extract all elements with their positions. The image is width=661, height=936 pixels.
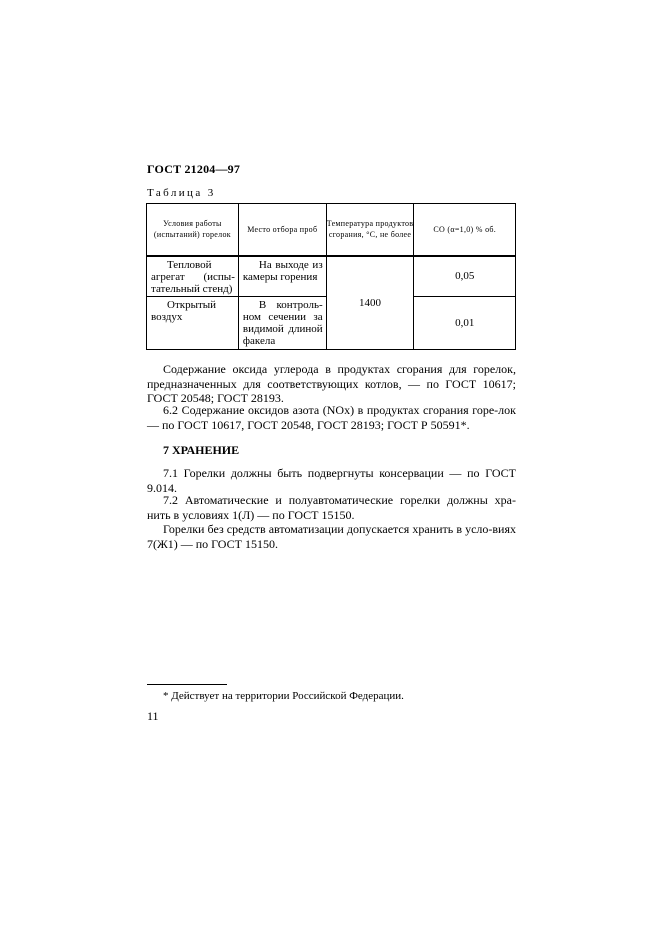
paragraph-7-1: 7.1 Горелки должны быть подвергнуты консервации — по ГОСТ 9.014. xyxy=(147,466,516,495)
co-value-2: 0,01 xyxy=(455,316,475,329)
document-code: ГОСТ 21204—97 xyxy=(147,162,241,176)
co-value-1: 0,05 xyxy=(455,270,475,282)
footnote-divider xyxy=(147,684,227,685)
table-row xyxy=(147,256,516,297)
paragraph-co-content: Содержание оксида углерода в продуктах сгорания для горелок, предназначенных для соответствующих котлов, — по ГОСТ 10617; ГОСТ 20548; ГОСТ 28193. xyxy=(147,362,516,405)
table-header-row xyxy=(147,204,516,256)
temperature-cell xyxy=(326,256,414,350)
conditions-cell-1: Тепловой агрегат (испы-тательный стенд) xyxy=(151,258,235,295)
table-cell xyxy=(238,296,326,349)
paragraph-7-2: 7.2 Автоматические и полуавтоматические горелки должны хра-нить в условиях 1(Л) — по ГОСТ 15150. xyxy=(147,493,516,522)
page-number: 11 xyxy=(147,709,159,723)
footnote: * Действует на территории Российской Федерации. xyxy=(163,690,404,702)
column-header-temperature: Температура продуктов сгорания, °С, не более xyxy=(326,204,414,256)
column-header-conditions: Условия работы (испытаний) горелок xyxy=(147,204,239,256)
table-cell xyxy=(238,256,326,297)
table-cell xyxy=(147,256,239,297)
paragraph-6-2: 6.2 Содержание оксидов азота (NOx) в продуктах сгорания горе-лок — по ГОСТ 10617, ГОСТ 20548, ГОСТ 28193; ГОСТ Р 50591*. xyxy=(147,403,516,432)
column-header-sampling-point: Место отбора проб xyxy=(238,204,326,256)
section-heading-storage: 7 ХРАНЕНИЕ xyxy=(163,443,240,457)
column-header-co: СО (α=1,0) % об. xyxy=(414,204,516,256)
conditions-cell-2: Открытый воздух xyxy=(151,298,217,323)
table-caption: Таблица 3 xyxy=(147,187,216,199)
sampling-point-cell-1: На выходе из камеры горения xyxy=(242,258,323,283)
paragraph-storage-conditions: Горелки без средств автоматизации допускается хранить в усло-виях 7(Ж1) — по ГОСТ 15150. xyxy=(147,522,516,551)
co-cell-1 xyxy=(414,256,516,297)
co-cell-2 xyxy=(414,296,516,349)
temperature-value: 1400 xyxy=(359,296,382,309)
emissions-table xyxy=(146,203,516,350)
table-cell xyxy=(147,296,239,349)
sampling-point-cell-2: В контроль-ном сечении за видимой длиной факела xyxy=(242,298,323,347)
